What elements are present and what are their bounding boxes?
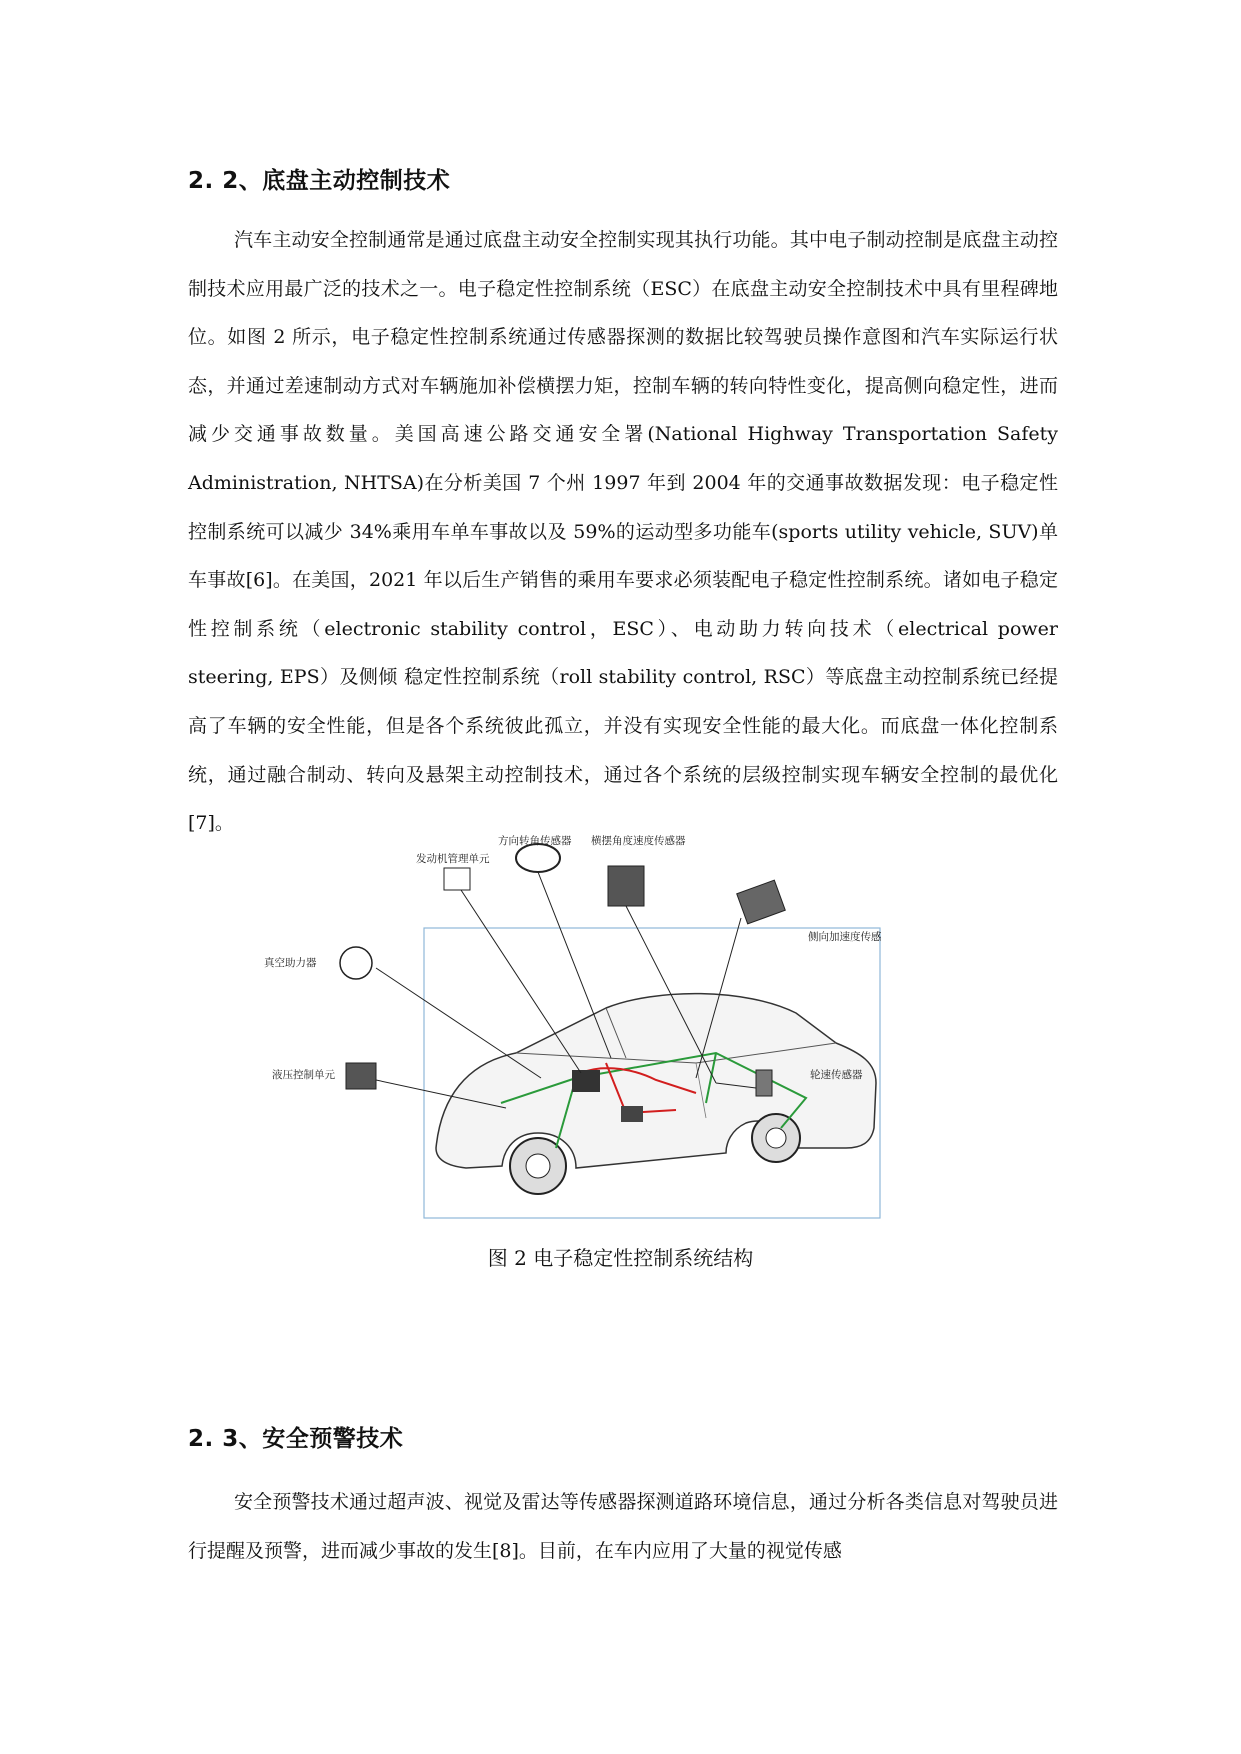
label-hydraulic-unit: 液压控制单元 [272, 1069, 335, 1081]
label-yaw-sensor: 横摆角度速度传感器 [591, 835, 686, 847]
hydraulic-unit-icon [346, 1063, 376, 1089]
figure-caption: 图 2 电子稳定性控制系统结构 [487, 1246, 754, 1270]
lateral-accel-icon [737, 880, 786, 924]
vacuum-booster-icon [340, 947, 372, 979]
label-wheel-sensor: 轮速传感器 [810, 1069, 863, 1081]
section-paragraph-2-3: 安全预警技术通过超声波、视觉及雷达等传感器探测道路环境信息，通过分析各类信息对驾驶员进行提醒及预警，进而减少事故的发生[8]。目前，在车内应用了大量的视觉传感 [188, 1491, 1058, 1562]
esc-structure-figure [264, 835, 996, 1226]
hydraulic-component [621, 1106, 643, 1122]
esc-diagram [264, 835, 996, 1226]
section-heading-2-3: 2. 3、安全预警技术 [188, 1426, 404, 1452]
label-vacuum-booster: 真空助力器 [264, 957, 317, 969]
label-steering-sensor: 方向转角传感器 [498, 835, 572, 847]
section-heading-2-2: 2. 2、底盘主动控制技术 [188, 168, 451, 194]
engine-component [572, 1070, 600, 1092]
label-lateral-accel: 侧向加速度传感 [808, 931, 882, 943]
engine-unit-icon [444, 868, 470, 890]
label-engine-unit: 发动机管理单元 [416, 853, 490, 865]
wheel-sensor-icon [756, 1070, 772, 1096]
section-paragraph-2-2: 汽车主动安全控制通常是通过底盘主动安全控制实现其执行功能。其中电子制动控制是底盘主动控制技术应用最广泛的技术之一。电子稳定性控制系统（ESC）在底盘主动安全控制技术中具有里程碑地位。如图 2 所示，电子稳定性控制系统通过传感器探测的数据比较驾驶员操作意图和汽车实际运行状态，并通过差速制动方式对车辆施加补偿横摆力矩，控制车辆的转向特性变化，提高侧向稳定性，进而减少交通事故数量。美国高速公路交通安全署(National Highway Transportation Safety Administration, NHTSA)在分析美国 7 个州 1997 年到 2004 年的交通事故数据发现：电子稳定性控制系统可以减少 34%乘用车单车事故以及 59%的运动型多功能车(sports utility vehicle, SUV)单车事故[6]。在美国，2021 年以后生产销售的乘用车要求必须装配电子稳定性控制系统。诸如电子稳定性控制系统（electronic stability control，ESC）、电动助力转向技术（electrical power steering, EPS）及侧倾 稳定性控制系统（roll stability control, RSC）等底盘主动控制系统已经提高了车辆的安全性能，但是各个系统彼此孤立，并没有实现安全性能的最大化。而底盘一体化控制系统，通过融合制动、转向及悬架主动控制技术，通过各个系统的层级控制实现车辆安全控制的最优化[7]。 [188, 229, 1058, 835]
steering-sensor-icon [516, 844, 560, 872]
yaw-sensor-icon [608, 866, 644, 906]
